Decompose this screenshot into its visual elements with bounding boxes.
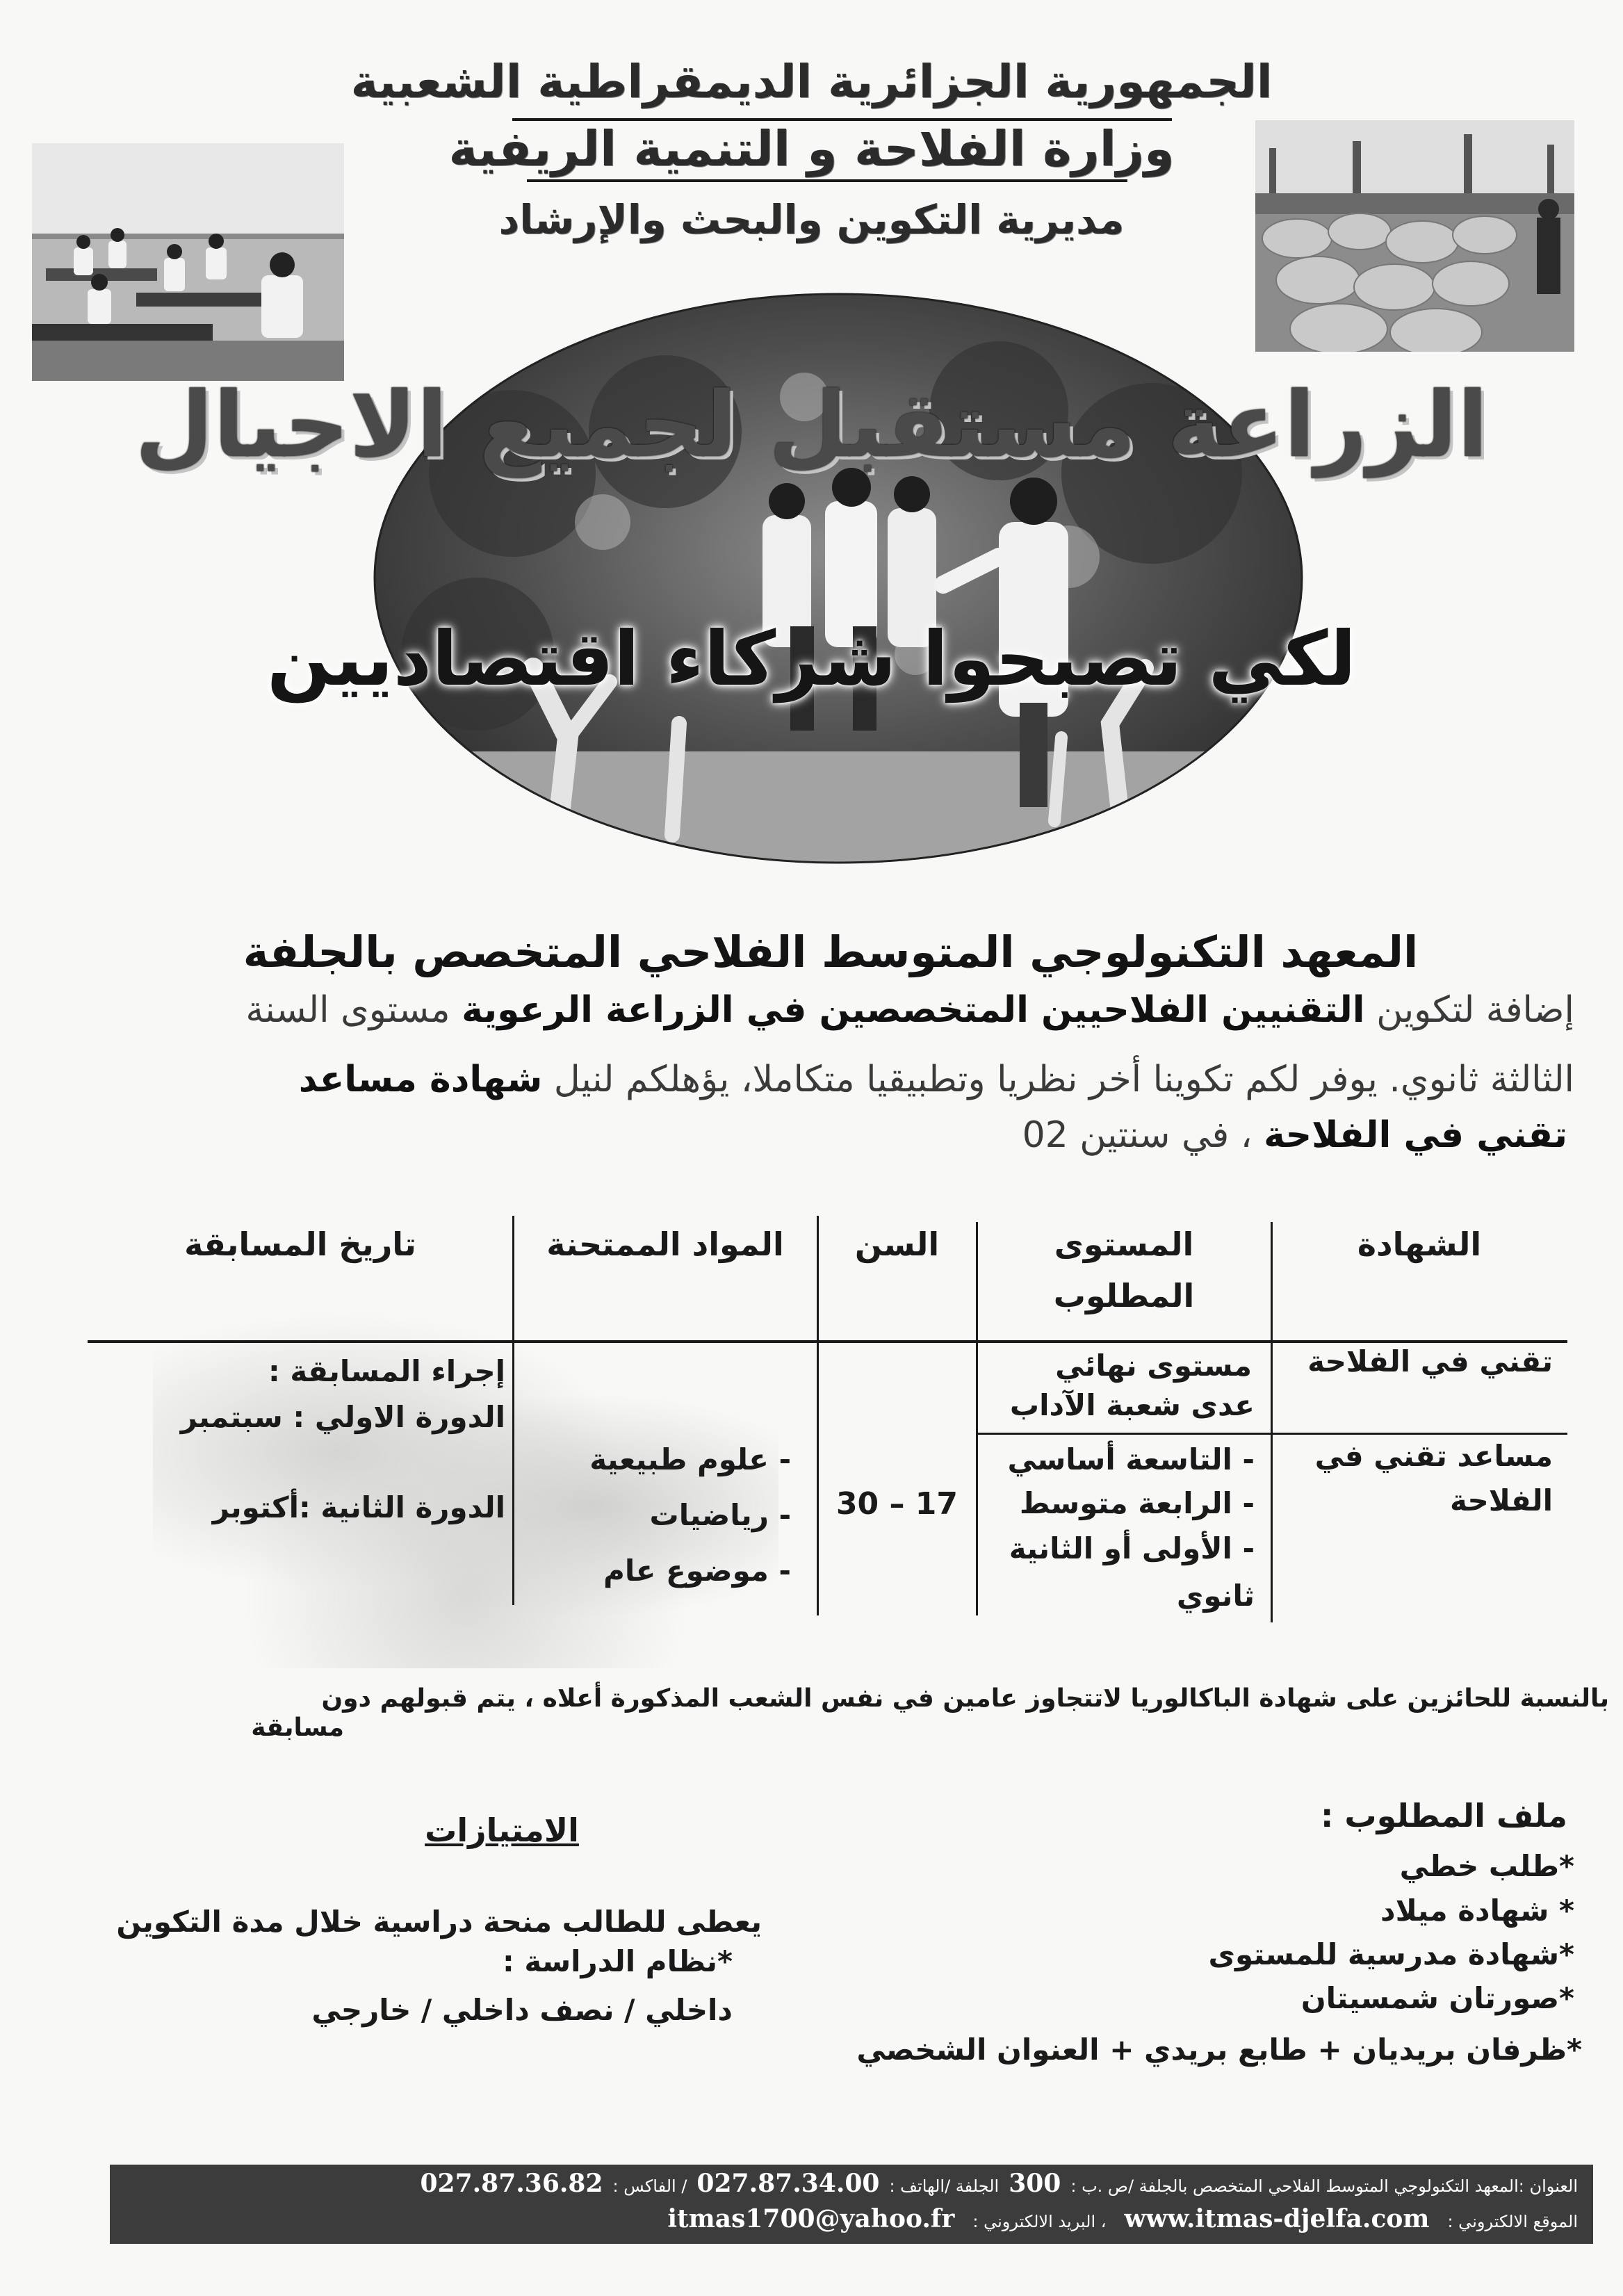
footer-email: itmas1700@yahoo.fr bbox=[667, 2204, 955, 2233]
directorate-title: مديرية التكوين والبحث والإرشاد bbox=[498, 196, 1125, 243]
slogan-secondary: لكي تصبحوا شركاء اقتصاديين bbox=[266, 616, 1357, 703]
bac-holders-note: بالنسبة للحائزين على شهادة الباكالوريا لاتتجاوز عامين في نفس الشعب المذكورة أعلاه ، يتم قبولهم دون bbox=[321, 1684, 1609, 1713]
table-cell-certificate: تقني في الفلاحة bbox=[1307, 1344, 1553, 1378]
footer-web-row bbox=[110, 2204, 1593, 2244]
table-column-rule bbox=[817, 1216, 819, 1615]
footer-website: www.itmas-djelfa.com bbox=[1124, 2204, 1430, 2233]
intro-line-3 bbox=[1022, 1114, 1567, 1157]
footer-email-label: ، البريد الالكتروني : bbox=[972, 2212, 1107, 2231]
scholarship-text: يعطى للطالب منحة دراسية خلال مدة التكوين bbox=[116, 1905, 762, 1939]
classroom-photo bbox=[32, 143, 344, 381]
study-regime-label: *نظام الدراسة : bbox=[502, 1944, 733, 1978]
list-item: *صورتان شمسيتان bbox=[1300, 1981, 1574, 2015]
study-regime-options: داخلي / نصف داخلي / خارجي bbox=[311, 1993, 733, 2027]
intro-highlight-field: تقني في الفلاحة bbox=[1264, 1114, 1567, 1156]
footer-phone-label: الجلفة /الهاتف : bbox=[889, 2176, 1000, 2196]
table-cell-level: - الرابعة متوسط bbox=[1019, 1486, 1255, 1520]
table-cell-level: - الأولى أو الثانية bbox=[1009, 1531, 1255, 1565]
slogan-main: الزراعة مستقبل لجميع الاجيال bbox=[135, 372, 1488, 478]
table-cell-age: 30 – 17 bbox=[835, 1486, 959, 1522]
bac-holders-note-continued: مسابقة bbox=[251, 1713, 344, 1742]
table-cell-level: عدى شعبة الآداب bbox=[1009, 1388, 1255, 1422]
intro-text: ، في سنتين 02 bbox=[1022, 1114, 1253, 1156]
table-cell-date: الدورة الاولي : سبتمبر bbox=[180, 1400, 505, 1434]
table-cell-date: الدورة الثانية :أكتوبر bbox=[212, 1490, 505, 1524]
list-item: *شهادة مدرسية للمستوى bbox=[1208, 1937, 1574, 1971]
header-rule-bottom bbox=[527, 179, 1127, 182]
footer-address: العنوان :المعهد التكنولوجي المتوسط الفلاحي المتخصص بالجلفة /ص .ب : bbox=[1070, 2176, 1578, 2196]
institute-name: المعهد التكنولوجي المتوسط الفلاحي المتخصص بالجلفة bbox=[243, 927, 1419, 977]
table-cell-subject: - علوم طبيعية bbox=[589, 1442, 791, 1476]
intro-line-2 bbox=[299, 1058, 1574, 1101]
footer-address-row bbox=[110, 2165, 1593, 2204]
intro-text: إضافة لتكوين bbox=[1376, 989, 1574, 1031]
intro-highlight-diploma: شهادة مساعد bbox=[298, 1059, 543, 1100]
table-column-rule bbox=[976, 1222, 978, 1615]
table-cell-level: - التاسعة أساسي bbox=[1007, 1442, 1255, 1476]
footer-fax: 027.87.36.82 bbox=[420, 2169, 603, 2198]
list-item: *طلب خطي bbox=[1399, 1849, 1574, 1883]
header-subjects: المواد الممتحنة bbox=[546, 1226, 784, 1263]
intro-text: الثالثة ثانوي. يوفر لكم تكوينا أخر نظريا وتطبيقيا متكاملا، يؤهلكم لنيل bbox=[553, 1059, 1574, 1100]
table-cell-subject: - رياضيات bbox=[649, 1498, 791, 1532]
advantages-title: الامتيازات bbox=[425, 1811, 579, 1849]
header-level: المطلوب bbox=[1053, 1277, 1195, 1314]
table-cell-date: إجراء المسابقة : bbox=[268, 1354, 505, 1388]
list-item: * شهادة ميلاد bbox=[1380, 1894, 1574, 1928]
table-column-rule bbox=[1271, 1222, 1273, 1622]
ministry-title: وزارة الفلاحة و التنمية الريفية bbox=[448, 120, 1175, 177]
table-column-rule bbox=[512, 1216, 514, 1605]
table-cell-subject: - موضوع عام bbox=[603, 1554, 791, 1588]
footer-po-box: 300 bbox=[1009, 2169, 1061, 2198]
intro-text: مستوى السنة bbox=[245, 989, 450, 1031]
header-certificate: الشهادة bbox=[1357, 1226, 1482, 1263]
table-header-rule bbox=[88, 1340, 1567, 1343]
header-date: تاريخ المسابقة bbox=[184, 1226, 416, 1263]
intro-line-1 bbox=[245, 988, 1574, 1032]
republic-title: الجمهورية الجزائرية الديمقراطية الشعبية bbox=[350, 55, 1273, 108]
required-file-title: ملف المطلوب : bbox=[1321, 1797, 1567, 1834]
footer-phone: 027.87.34.00 bbox=[696, 2169, 880, 2198]
footer-fax-label: / الفاكس : bbox=[612, 2176, 687, 2196]
header-age: السن bbox=[854, 1226, 940, 1263]
table-cell-certificate: الفلاحة bbox=[1449, 1483, 1553, 1517]
intro-highlight-specialty: التقنيين الفلاحيين المتخصصين في الزراعة الرعوية bbox=[462, 989, 1365, 1031]
table-cell-level: ثانوي bbox=[1176, 1579, 1255, 1613]
table-row-rule bbox=[977, 1433, 1567, 1435]
list-item: *ظرفان بريديان + طابع بريدي + العنوان الشخصي bbox=[856, 2033, 1582, 2067]
table-cell-certificate: مساعد تقني في bbox=[1314, 1439, 1553, 1473]
table-cell-level: مستوى نهائي bbox=[1055, 1349, 1252, 1383]
header-level: المستوى bbox=[1054, 1226, 1194, 1263]
footer-website-label: الموقع الالكتروني : bbox=[1447, 2212, 1578, 2231]
contact-footer bbox=[110, 2165, 1593, 2244]
